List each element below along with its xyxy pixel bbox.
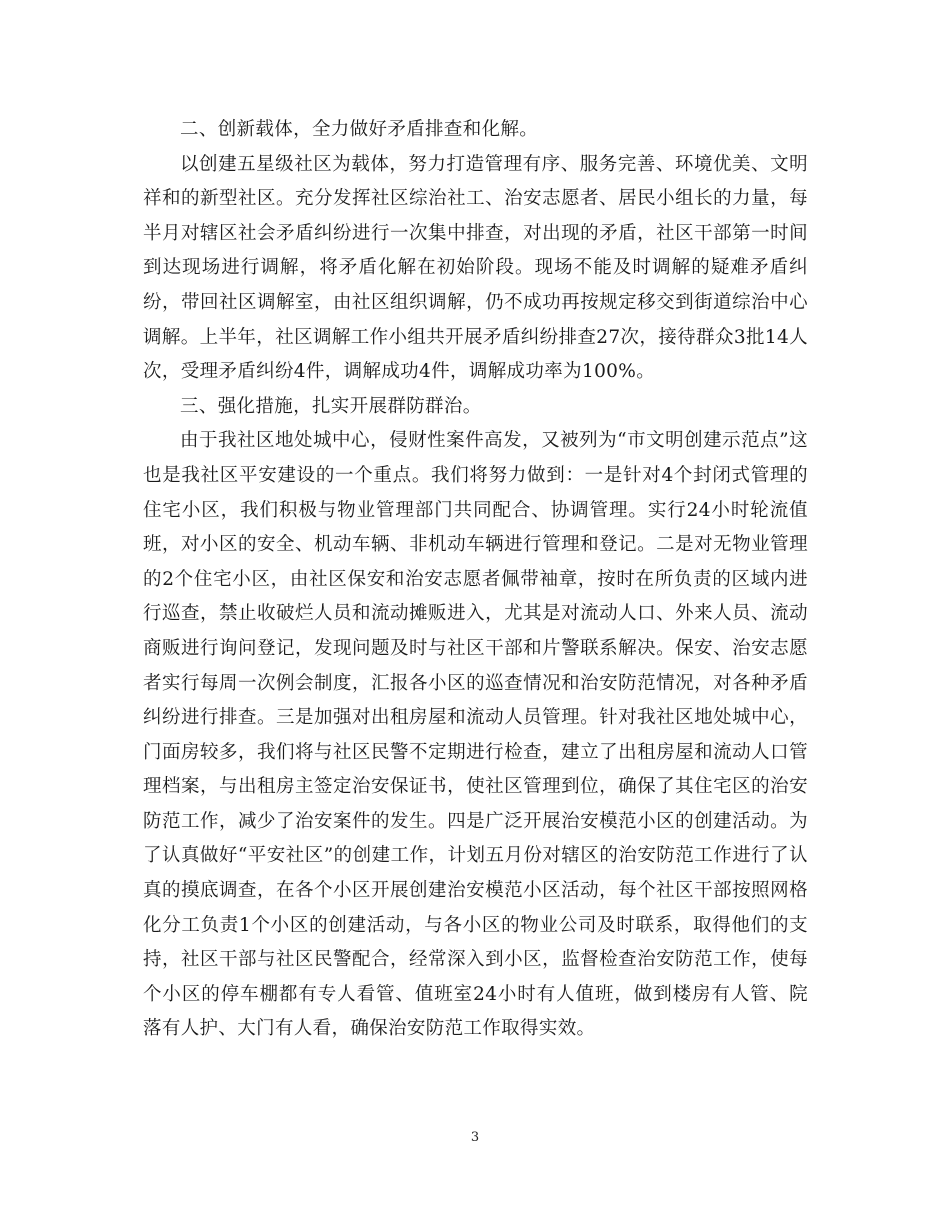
section-heading-two: 二、创新载体，全力做好矛盾排查和化解。 — [180, 119, 539, 140]
section-heading-three: 三、强化措施，扎实开展群防群治。 — [180, 395, 482, 417]
page-number: 3 — [470, 1130, 480, 1145]
paragraph-public-security: 由于我社区地处城中心，侵财性案件高发，又被列为“市文明创建示范点”这也是我社区平安建设的一个重点。我们将努力做到：一是针对4个封闭式管理的住宅小区，我们积极与物业管理部门共同配合、协调管理。实行24小时轮流值班，对小区的安全、机动车辆、非机动车辆进行管理和登记。二是对无物业管理的2个住宅小区，由社区保安和治安志愿者佩带袖章，按时在所负责的区域内进行巡查，禁止收破烂人员和流动摊贩进入，尤其是对流动人口、外来人员、流动商贩进行询问登记，发现问题及时与社区干部和片警联系解决。保安、治安志愿者实行每周一次例会制度，汇报各小区的巡查情况和治安防范情况，对各种矛盾纠纷进行排查。三是加强对出租房屋和流动人员管理。针对我社区地处城中心，门面房较多，我们将与社区民警不定期进行检查，建立了出租房屋和流动人口管理档案，与出租房主签定治安保证书，使社区管理到位，确保了其住宅区的治安防范工作，减少了治安案件的发生。四是广泛开展治安模范小区的创建活动。为了认真做好“平安社区”的创建工作，计划五月份对辖区的治安防范工作进行了认真的摸底调查，在各个小区开展创建治安模范小区活动，每个社区干部按照网格化分工负责1个小区的创建活动，与各小区的物业公司及时联系，取得他们的支持，社区干部与社区民警配合，经常深入到小区，监督检查治安防范工作，使每个小区的停车棚都有专人看管、值班室24小时有人值班，做到楼房有人管、院落有人护、大门有人看，确保治安防范工作取得实效。 — [143, 430, 808, 1040]
document-body — [143, 113, 808, 1047]
paragraph-dispute-mediation: 以创建五星级社区为载体，努力打造管理有序、服务完善、环境优美、文明祥和的新型社区。充分发挥社区综治社工、治安志愿者、居民小组长的力量，每半月对辖区社会矛盾纠纷进行一次集中排查，对出现的矛盾，社区干部第一时间到达现场进行调解，将矛盾化解在初始阶段。现场不能及时调解的疑难矛盾纠纷，带回社区调解室，由社区组织调解，仍不成功再按规定移交到街道综治中心调解。上半年，社区调解工作小组共开展矛盾纠纷排查27次，接待群众3批14人次，受理矛盾纠纷4件，调解成功4件，调解成功率为100%。 — [143, 153, 808, 383]
